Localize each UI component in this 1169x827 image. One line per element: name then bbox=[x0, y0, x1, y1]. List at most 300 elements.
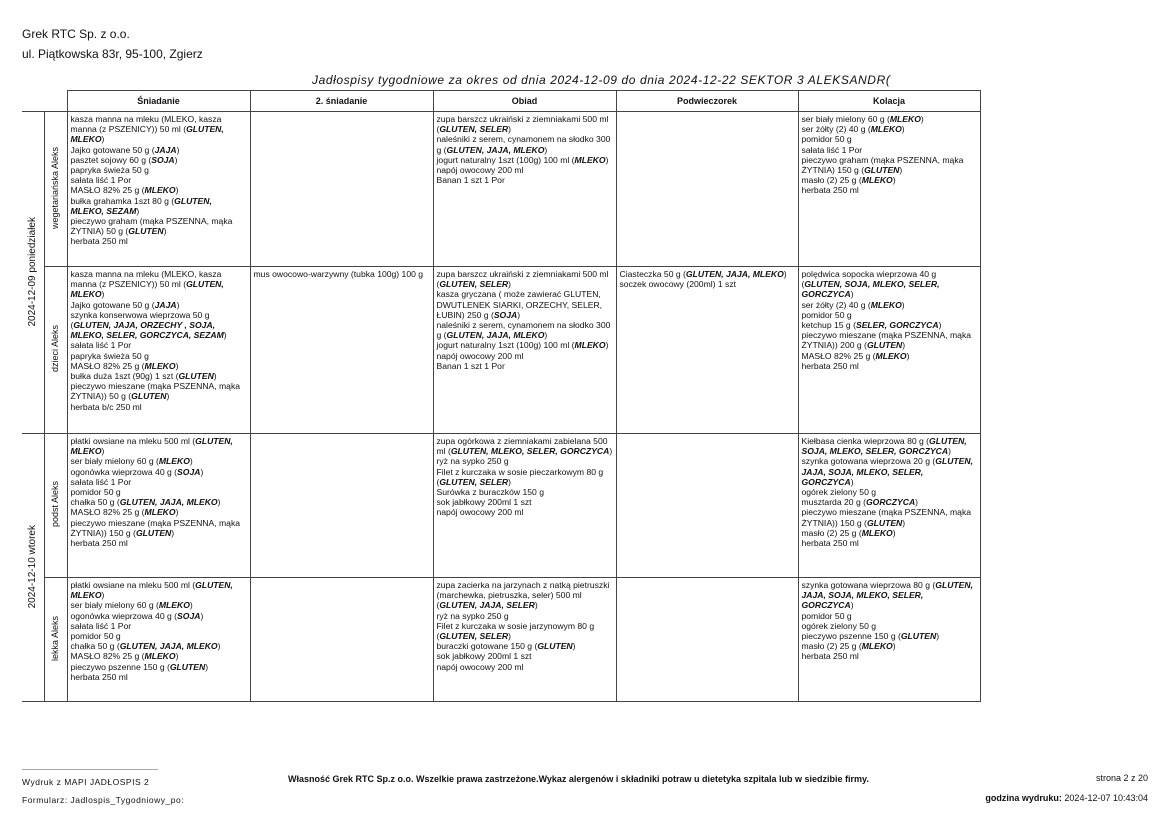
allergen-text: GLUTEN bbox=[131, 391, 167, 402]
meal-text: pomidor 50 g bbox=[70, 631, 121, 642]
meal-item bbox=[71, 155, 247, 165]
allergen-text: GLUTEN, SELER bbox=[439, 631, 509, 642]
meal-text: Jajko gotowane 50 g ( bbox=[70, 144, 155, 155]
allergen-text: GLUTEN, SOJA, MLEKO, SELER, GORCZYCA bbox=[801, 436, 967, 457]
page-number: strona 2 z 20 bbox=[1095, 773, 1148, 783]
meal-text: ser biały mielony 60 g ( bbox=[801, 114, 890, 124]
allergen-text: GLUTEN, MLEKO, SELER, GORCZYCA bbox=[450, 446, 610, 457]
meal-text: ) bbox=[223, 330, 227, 341]
meal-text: sałata liść 1 Por bbox=[70, 620, 132, 631]
meal-text: ) bbox=[508, 631, 512, 642]
meal-text: ) bbox=[217, 641, 221, 652]
meal-text: pieczywo pszenne 150 g ( bbox=[70, 661, 170, 672]
meal-text: pomidor 50 g bbox=[801, 610, 852, 621]
meal-item bbox=[254, 269, 430, 279]
company-name: Grek RTC Sp. z o.o. bbox=[22, 27, 130, 41]
meal-text: sok jabłkowy 200ml 1 szt bbox=[436, 651, 532, 662]
diet-cell bbox=[44, 434, 67, 578]
meal-text: polędwica sopocka wieprzowa 40 g ( bbox=[801, 269, 937, 290]
meal-item bbox=[437, 467, 613, 487]
meal-cell bbox=[616, 267, 798, 434]
day-label: 2024-12-10 wtorek bbox=[26, 524, 38, 609]
meal-text: herbata 250 ml bbox=[70, 671, 128, 682]
header-dinner: Kolacja bbox=[798, 91, 980, 112]
meal-text: ogonówka wieprzowa 40 g ( bbox=[70, 466, 178, 477]
meal-item bbox=[71, 165, 247, 175]
meal-item bbox=[802, 269, 977, 300]
meal-item bbox=[437, 456, 613, 466]
meal-item bbox=[437, 611, 613, 621]
diet-label: lekka Aleks bbox=[50, 615, 61, 661]
meal-item bbox=[71, 175, 247, 185]
allergen-text: GLUTEN, SELER bbox=[439, 124, 509, 135]
meal-item bbox=[71, 467, 247, 477]
allergen-text: SOJA bbox=[177, 610, 201, 621]
header-blank bbox=[44, 91, 67, 112]
meal-text: ) bbox=[609, 446, 613, 457]
meal-text: ) bbox=[166, 391, 170, 402]
meal-cell bbox=[250, 434, 433, 578]
meal-item bbox=[71, 518, 247, 538]
meal-item bbox=[71, 436, 247, 456]
meal-text: jogurt naturalny 1szt (100g) 100 ml ( bbox=[436, 340, 575, 351]
allergen-text: GLUTEN, MLEKO bbox=[70, 124, 224, 145]
meal-cell bbox=[67, 267, 250, 434]
meal-item bbox=[802, 124, 977, 134]
meal-text: ) bbox=[920, 114, 924, 124]
meal-text: herbata 250 ml bbox=[801, 185, 859, 196]
meal-text: ) bbox=[534, 600, 538, 611]
meal-item bbox=[71, 300, 247, 310]
meal-cell bbox=[433, 267, 616, 434]
meal-item bbox=[437, 289, 613, 320]
meal-cell bbox=[67, 434, 250, 578]
allergen-text: MLEKO bbox=[889, 114, 921, 124]
meal-item bbox=[71, 145, 247, 155]
meal-text: sok jabłkowy 200ml 1 szt bbox=[436, 497, 532, 508]
meal-text: ) bbox=[175, 507, 179, 518]
allergen-text: GLUTEN, MLEKO bbox=[70, 279, 224, 300]
meal-item bbox=[71, 236, 247, 246]
meal-item bbox=[802, 155, 977, 175]
meal-item bbox=[71, 672, 247, 682]
meal-item bbox=[802, 641, 977, 651]
meal-item bbox=[437, 641, 613, 651]
header-row bbox=[22, 91, 980, 112]
meal-text: ) bbox=[101, 446, 105, 457]
meal-text: pieczywo graham (mąka PSZENNA, mąka ŻYTNIA) 50 g ( bbox=[70, 216, 233, 237]
meal-text: ) bbox=[901, 299, 905, 310]
footer-form: Formularz: Jadlospis_Tygodniowy_po: bbox=[22, 795, 185, 805]
meal-text: Filet z kurczaka w sosie pieczarkowym 80 g ( bbox=[436, 466, 604, 487]
meal-cell bbox=[67, 112, 250, 267]
diet-label: podst Aleks bbox=[50, 481, 61, 528]
meal-text: pieczywo mieszane (mąka PSZENNA, mąka ŻYTNIA)) 150 g ( bbox=[70, 517, 241, 538]
meal-text: jogurt naturalny 1szt (100g) 100 ml ( bbox=[436, 154, 575, 165]
meal-text: zupa zacierka na jarzynach z natką pietruszki (marchewka, pietruszka, seler) 500 ml ( bbox=[436, 580, 610, 611]
allergen-text: GLUTEN bbox=[128, 226, 164, 237]
meal-text: ) bbox=[850, 600, 854, 611]
meal-item bbox=[802, 631, 977, 641]
allergen-text: GLUTEN, SELER bbox=[439, 476, 509, 487]
meal-item bbox=[71, 611, 247, 621]
company-address: ul. Piątkowska 83r, 95-100, Zgierz bbox=[22, 47, 203, 61]
meal-text: pieczywo mieszane (mąka PSZENNA, mąka ŻYTNIA)) 50 g ( bbox=[70, 381, 241, 402]
diet-label: wegetariańska Aleks bbox=[50, 146, 61, 229]
meal-text: bułka duża 1szt (90g) 1 szt ( bbox=[70, 371, 179, 382]
meal-text: ) bbox=[205, 661, 209, 672]
meal-item bbox=[437, 580, 613, 611]
meal-text: ) bbox=[517, 309, 521, 320]
meal-text: ) bbox=[101, 134, 105, 145]
company-header bbox=[22, 24, 203, 64]
allergen-text: MLEKO bbox=[158, 600, 190, 611]
meal-item bbox=[71, 651, 247, 661]
meal-text: pasztet sojowy 60 g ( bbox=[70, 154, 152, 165]
header-second-breakfast: 2. śniadanie bbox=[250, 91, 433, 112]
meal-item bbox=[71, 216, 247, 236]
meal-item bbox=[437, 175, 613, 185]
meal-item bbox=[71, 351, 247, 361]
meal-text: ) bbox=[200, 610, 204, 621]
allergen-text: MLEKO bbox=[870, 124, 902, 135]
allergen-text: GLUTEN, SOJA, MLEKO, SELER, GORCZYCA bbox=[801, 279, 940, 300]
meal-text: papryka świeża 50 g bbox=[70, 165, 149, 176]
meal-cell bbox=[433, 578, 616, 702]
meal-text: pomidor 50 g bbox=[70, 487, 121, 498]
meal-text: MASŁO 82% 25 g ( bbox=[70, 507, 145, 518]
allergen-text: GLUTEN, JAJA, MLEKO bbox=[446, 330, 545, 341]
meal-item bbox=[437, 621, 613, 641]
menu-row bbox=[22, 434, 980, 578]
diet-cell bbox=[44, 578, 67, 702]
meal-text: zupa barszcz ukraiński z ziemniakami 500 ml ( bbox=[436, 114, 609, 135]
print-time bbox=[985, 793, 1148, 803]
meal-item bbox=[71, 662, 247, 672]
meal-text: ) bbox=[176, 144, 180, 155]
meal-text: herbata b/c 250 ml bbox=[70, 401, 142, 412]
allergen-text: GLUTEN, JAJA, SELER bbox=[439, 600, 535, 611]
header-breakfast: Śniadanie bbox=[67, 91, 250, 112]
meal-text: bułka grahamka 1szt 80 g ( bbox=[70, 195, 175, 206]
meal-text: zupa barszcz ukraiński z ziemniakami 500 ml ( bbox=[436, 269, 609, 290]
meal-text: MASŁO 82% 25 g ( bbox=[70, 185, 145, 196]
meal-item bbox=[437, 662, 613, 672]
allergen-text: GLUTEN, JAJA, MLEKO bbox=[446, 144, 545, 155]
meal-text: ) bbox=[892, 527, 896, 538]
allergen-text: GLUTEN bbox=[178, 371, 214, 382]
meal-text: sałata liść 1 Por bbox=[70, 340, 132, 351]
meal-text: ) bbox=[899, 165, 903, 176]
meal-text: Kiełbasa cienka wieprzowa 80 g ( bbox=[801, 436, 930, 446]
meal-item bbox=[437, 487, 613, 497]
meal-item bbox=[437, 134, 613, 154]
meal-text: ) bbox=[200, 466, 204, 477]
meal-item bbox=[71, 402, 247, 412]
meal-item bbox=[437, 351, 613, 361]
allergen-text: MLEKO bbox=[158, 456, 190, 467]
meal-text: Surówka z buraczków 150 g bbox=[436, 487, 544, 498]
meal-text: ) bbox=[850, 289, 854, 300]
meal-text: ogórek zielony 50 g bbox=[801, 620, 877, 631]
footer-ownership: Własność Grek RTC Sp.z o.o. Wszelkie prawa zastrzeżone.Wykaz alergenów i składniki potraw u dietetyka szpitala lub w siedzibie firmy. bbox=[288, 774, 869, 784]
meal-item bbox=[802, 145, 977, 155]
meal-text: ryż na sypko 250 g bbox=[436, 610, 509, 621]
meal-item bbox=[802, 621, 977, 631]
allergen-text: SELER, GORCZYCA bbox=[855, 320, 939, 331]
meal-text: ) bbox=[783, 269, 787, 279]
meal-cell bbox=[798, 434, 980, 578]
meal-text: ser żółty (2) 40 g ( bbox=[801, 124, 871, 135]
meal-text: napój owocowy 200 ml bbox=[436, 661, 524, 672]
diet-label: dzieci Aleks bbox=[50, 325, 61, 373]
meal-text: ) bbox=[101, 289, 105, 300]
allergen-text: GLUTEN, JAJA, MLEKO bbox=[119, 497, 218, 508]
allergen-text: GLUTEN bbox=[866, 340, 903, 351]
meal-text: ser żółty (2) 40 g ( bbox=[801, 299, 871, 310]
meal-text: ogonówka wieprzowa 40 g ( bbox=[70, 610, 178, 621]
allergen-text: GLUTEN bbox=[135, 527, 172, 538]
meal-item bbox=[802, 580, 977, 611]
meal-cell bbox=[433, 434, 616, 578]
meal-text: ) bbox=[175, 360, 179, 371]
meal-cell bbox=[67, 578, 250, 702]
meal-text: masło (2) 25 g ( bbox=[801, 175, 862, 186]
meal-text: MASŁO 82% 25 g ( bbox=[70, 651, 145, 662]
meal-item bbox=[71, 487, 247, 497]
allergen-text: GLUTEN bbox=[900, 631, 937, 642]
meal-text: naleśniki z serem, cynamonem na słodko 300 g ( bbox=[436, 320, 611, 341]
meal-item bbox=[437, 497, 613, 507]
meal-text: sałata liść 1 Por bbox=[70, 476, 132, 487]
meal-cell bbox=[433, 112, 616, 267]
meal-text: herbata 250 ml bbox=[801, 360, 859, 371]
allergen-text: MLEKO bbox=[574, 340, 606, 351]
allergen-text: MLEKO bbox=[861, 641, 893, 652]
meal-text: ) bbox=[938, 320, 942, 331]
meal-text: chałka 50 g ( bbox=[70, 641, 120, 652]
meal-text: ) bbox=[936, 631, 940, 642]
meal-item bbox=[71, 641, 247, 651]
meal-item bbox=[71, 456, 247, 466]
meal-text: szynka konserwowa wieprzowa 50 g ( bbox=[70, 309, 210, 331]
allergen-text: MLEKO bbox=[144, 185, 176, 196]
meal-item bbox=[802, 361, 977, 371]
meal-item bbox=[620, 279, 795, 289]
meal-text: pomidor 50 g bbox=[801, 134, 852, 145]
meal-text: masło (2) 25 g ( bbox=[801, 527, 862, 538]
meal-item bbox=[71, 340, 247, 350]
meal-text: MASŁO 82% 25 g ( bbox=[801, 350, 876, 361]
meal-item bbox=[437, 269, 613, 289]
meal-item bbox=[802, 456, 977, 487]
meal-text: ser biały mielony 60 g ( bbox=[70, 600, 159, 611]
allergen-text: MLEKO bbox=[574, 154, 606, 165]
meal-text: ) bbox=[171, 527, 175, 538]
allergen-text: MLEKO bbox=[875, 350, 907, 361]
meal-text: ) bbox=[544, 330, 548, 341]
meal-item bbox=[802, 497, 977, 507]
allergen-text: SOJA bbox=[493, 309, 518, 320]
meal-text: kasza manna na mleku (MLEKO, kasza manna (z PSZENICY)) 50 ml ( bbox=[70, 114, 222, 135]
meal-item bbox=[437, 114, 613, 134]
meal-item bbox=[71, 269, 247, 300]
meal-text: ) bbox=[508, 476, 512, 487]
meal-text: pieczywo graham (mąka PSZENNA, mąka ŻYTNIA) 150 g ( bbox=[801, 154, 964, 176]
meal-item bbox=[71, 507, 247, 517]
print-time-value: 2024-12-07 10:43:04 bbox=[1064, 793, 1148, 803]
meal-text: Banan 1 szt 1 Por bbox=[436, 360, 505, 371]
footer-printout: Wydruk z MAPI JADŁOSPIS 2 bbox=[22, 777, 150, 787]
meal-item bbox=[437, 320, 613, 340]
meal-item bbox=[802, 320, 977, 330]
allergen-text: GLUTEN, JAJA, SOJA, MLEKO, SELER, GORCZYCA bbox=[801, 456, 973, 487]
meal-text: ) bbox=[906, 350, 910, 361]
meal-text: ryż na sypko 250 g bbox=[436, 456, 509, 467]
meal-text: ) bbox=[572, 641, 576, 652]
meal-text: ) bbox=[176, 299, 180, 310]
meal-item bbox=[71, 631, 247, 641]
allergen-text: SOJA bbox=[151, 154, 175, 165]
meal-item bbox=[437, 361, 613, 371]
footer-left bbox=[22, 773, 184, 809]
allergen-text: GLUTEN, JAJA, SOJA, MLEKO, SELER, GORCZYCA bbox=[801, 580, 973, 611]
meal-text: Jajko gotowane 50 g ( bbox=[70, 299, 155, 310]
meal-text: ) bbox=[217, 497, 221, 508]
diet-cell bbox=[44, 267, 67, 434]
allergen-text: GLUTEN, MLEKO bbox=[70, 436, 233, 457]
meal-text: kasza manna na mleku (MLEKO, kasza manna (z PSZENICY)) 50 ml ( bbox=[70, 269, 222, 290]
allergen-text: SOJA bbox=[177, 466, 201, 477]
header-blank bbox=[22, 91, 44, 112]
meal-item bbox=[71, 477, 247, 487]
meal-item bbox=[437, 507, 613, 517]
meal-text: ) bbox=[101, 590, 105, 601]
meal-text: buraczki gotowane 150 g ( bbox=[436, 641, 538, 652]
allergen-text: GLUTEN, JAJA, MLEKO bbox=[119, 641, 218, 652]
document-title: Jadłospisy tygodniowe za okres od dnia 2024-12-09 do dnia 2024-12-22 SEKTOR 3 ALEKSANDR( bbox=[312, 73, 891, 87]
meal-text: płatki owsiane na mleku 500 ml ( bbox=[70, 436, 196, 446]
meal-text: napój owocowy 200 ml bbox=[436, 350, 524, 361]
meal-text: masło (2) 25 g ( bbox=[801, 641, 862, 652]
meal-text: ) bbox=[508, 279, 512, 290]
allergen-text: MLEKO bbox=[144, 360, 176, 371]
meal-item bbox=[802, 330, 977, 350]
meal-text: ) bbox=[605, 154, 609, 165]
header-lunch: Obiad bbox=[433, 91, 616, 112]
meal-item bbox=[802, 436, 977, 456]
meal-text: herbata 250 ml bbox=[801, 651, 859, 662]
meal-item bbox=[802, 134, 977, 144]
meal-item bbox=[71, 114, 247, 145]
meal-text: mus owocowo-warzywny (tubka 100g) 100 g bbox=[253, 269, 424, 279]
meal-cell bbox=[798, 112, 980, 267]
meal-cell bbox=[250, 267, 433, 434]
meal-cell bbox=[798, 267, 980, 434]
meal-text: pieczywo pszenne 150 g ( bbox=[801, 631, 901, 642]
meal-item bbox=[71, 600, 247, 610]
meal-text: pieczywo mieszane (mąka PSZENNA, mąka ŻYTNIA)) 150 g ( bbox=[801, 507, 972, 528]
meal-text: pieczywo mieszane (mąka PSZENNA, mąka ŻYTNIA)) 200 g ( bbox=[801, 330, 972, 351]
meal-item bbox=[437, 651, 613, 661]
allergen-text: GORCZYCA bbox=[865, 497, 916, 508]
meal-item bbox=[620, 269, 795, 279]
allergen-text: GLUTEN bbox=[537, 641, 573, 652]
meal-text: płatki owsiane na mleku 500 ml ( bbox=[70, 580, 196, 590]
allergen-text: JAJA bbox=[154, 144, 177, 155]
meal-item bbox=[802, 351, 977, 361]
meal-text: ) bbox=[163, 226, 167, 237]
meal-text: ) bbox=[508, 124, 512, 135]
meal-text: ) bbox=[605, 340, 609, 351]
meal-text: ) bbox=[892, 641, 896, 652]
meal-cell bbox=[616, 434, 798, 578]
meal-text: ogórek zielony 50 g bbox=[801, 487, 877, 498]
day-label: 2024-12-09 poniedziałek bbox=[26, 216, 38, 327]
meal-item bbox=[71, 381, 247, 401]
menu-row bbox=[22, 112, 980, 267]
meal-text: szynka gotowana wieprzowa 80 g ( bbox=[801, 580, 936, 590]
meal-text: ) bbox=[901, 124, 905, 135]
meal-cell bbox=[250, 112, 433, 267]
meal-text: herbata 250 ml bbox=[70, 236, 128, 247]
meal-item bbox=[71, 538, 247, 548]
allergen-text: GLUTEN bbox=[866, 517, 903, 528]
meal-item bbox=[802, 300, 977, 310]
meal-text: herbata 250 ml bbox=[70, 538, 128, 549]
meal-cell bbox=[250, 578, 433, 702]
meal-item bbox=[802, 310, 977, 320]
meal-text: ) bbox=[892, 175, 896, 186]
allergen-text: MLEKO bbox=[870, 299, 902, 310]
meal-item bbox=[71, 196, 247, 216]
weekly-menu-table bbox=[22, 90, 981, 702]
meal-text: ser biały mielony 60 g ( bbox=[70, 456, 159, 467]
meal-item bbox=[802, 185, 977, 195]
meal-text: szynka gotowana wieprzowa 20 g ( bbox=[801, 456, 936, 467]
day-cell bbox=[22, 112, 44, 434]
header-afternoon-snack: Podwieczorek bbox=[616, 91, 798, 112]
meal-text: Ciasteczka 50 g ( bbox=[619, 269, 686, 279]
meal-text: napój owocowy 200 ml bbox=[436, 165, 524, 176]
meal-item bbox=[802, 114, 977, 124]
allergen-text: MLEKO bbox=[861, 175, 893, 186]
meal-text: ) bbox=[902, 517, 906, 528]
meal-item bbox=[802, 487, 977, 497]
meal-item bbox=[437, 436, 613, 456]
meal-text: ) bbox=[189, 600, 193, 611]
meal-item bbox=[71, 580, 247, 600]
meal-text: pomidor 50 g bbox=[801, 309, 852, 320]
menu-row bbox=[22, 267, 980, 434]
meal-text: zupa ogórkowa z ziemniakami zabielana 500 ml ( bbox=[436, 436, 608, 457]
meal-item bbox=[71, 621, 247, 631]
meal-item bbox=[71, 371, 247, 381]
meal-item bbox=[802, 611, 977, 621]
allergen-text: GLUTEN, MLEKO bbox=[70, 580, 233, 601]
meal-cell bbox=[616, 578, 798, 702]
allergen-text: GLUTEN, MLEKO, SEZAM bbox=[70, 195, 212, 216]
meal-text: musztarda 20 g ( bbox=[801, 497, 866, 508]
print-time-label: godzina wydruku: bbox=[985, 793, 1062, 803]
footer-separator bbox=[22, 769, 158, 770]
allergen-text: JAJA bbox=[154, 299, 177, 310]
allergen-text: GLUTEN bbox=[169, 661, 206, 672]
meal-text: ) bbox=[948, 446, 951, 457]
meal-text: ) bbox=[213, 371, 217, 382]
meal-text: ) bbox=[189, 456, 193, 467]
day-cell bbox=[22, 434, 44, 702]
